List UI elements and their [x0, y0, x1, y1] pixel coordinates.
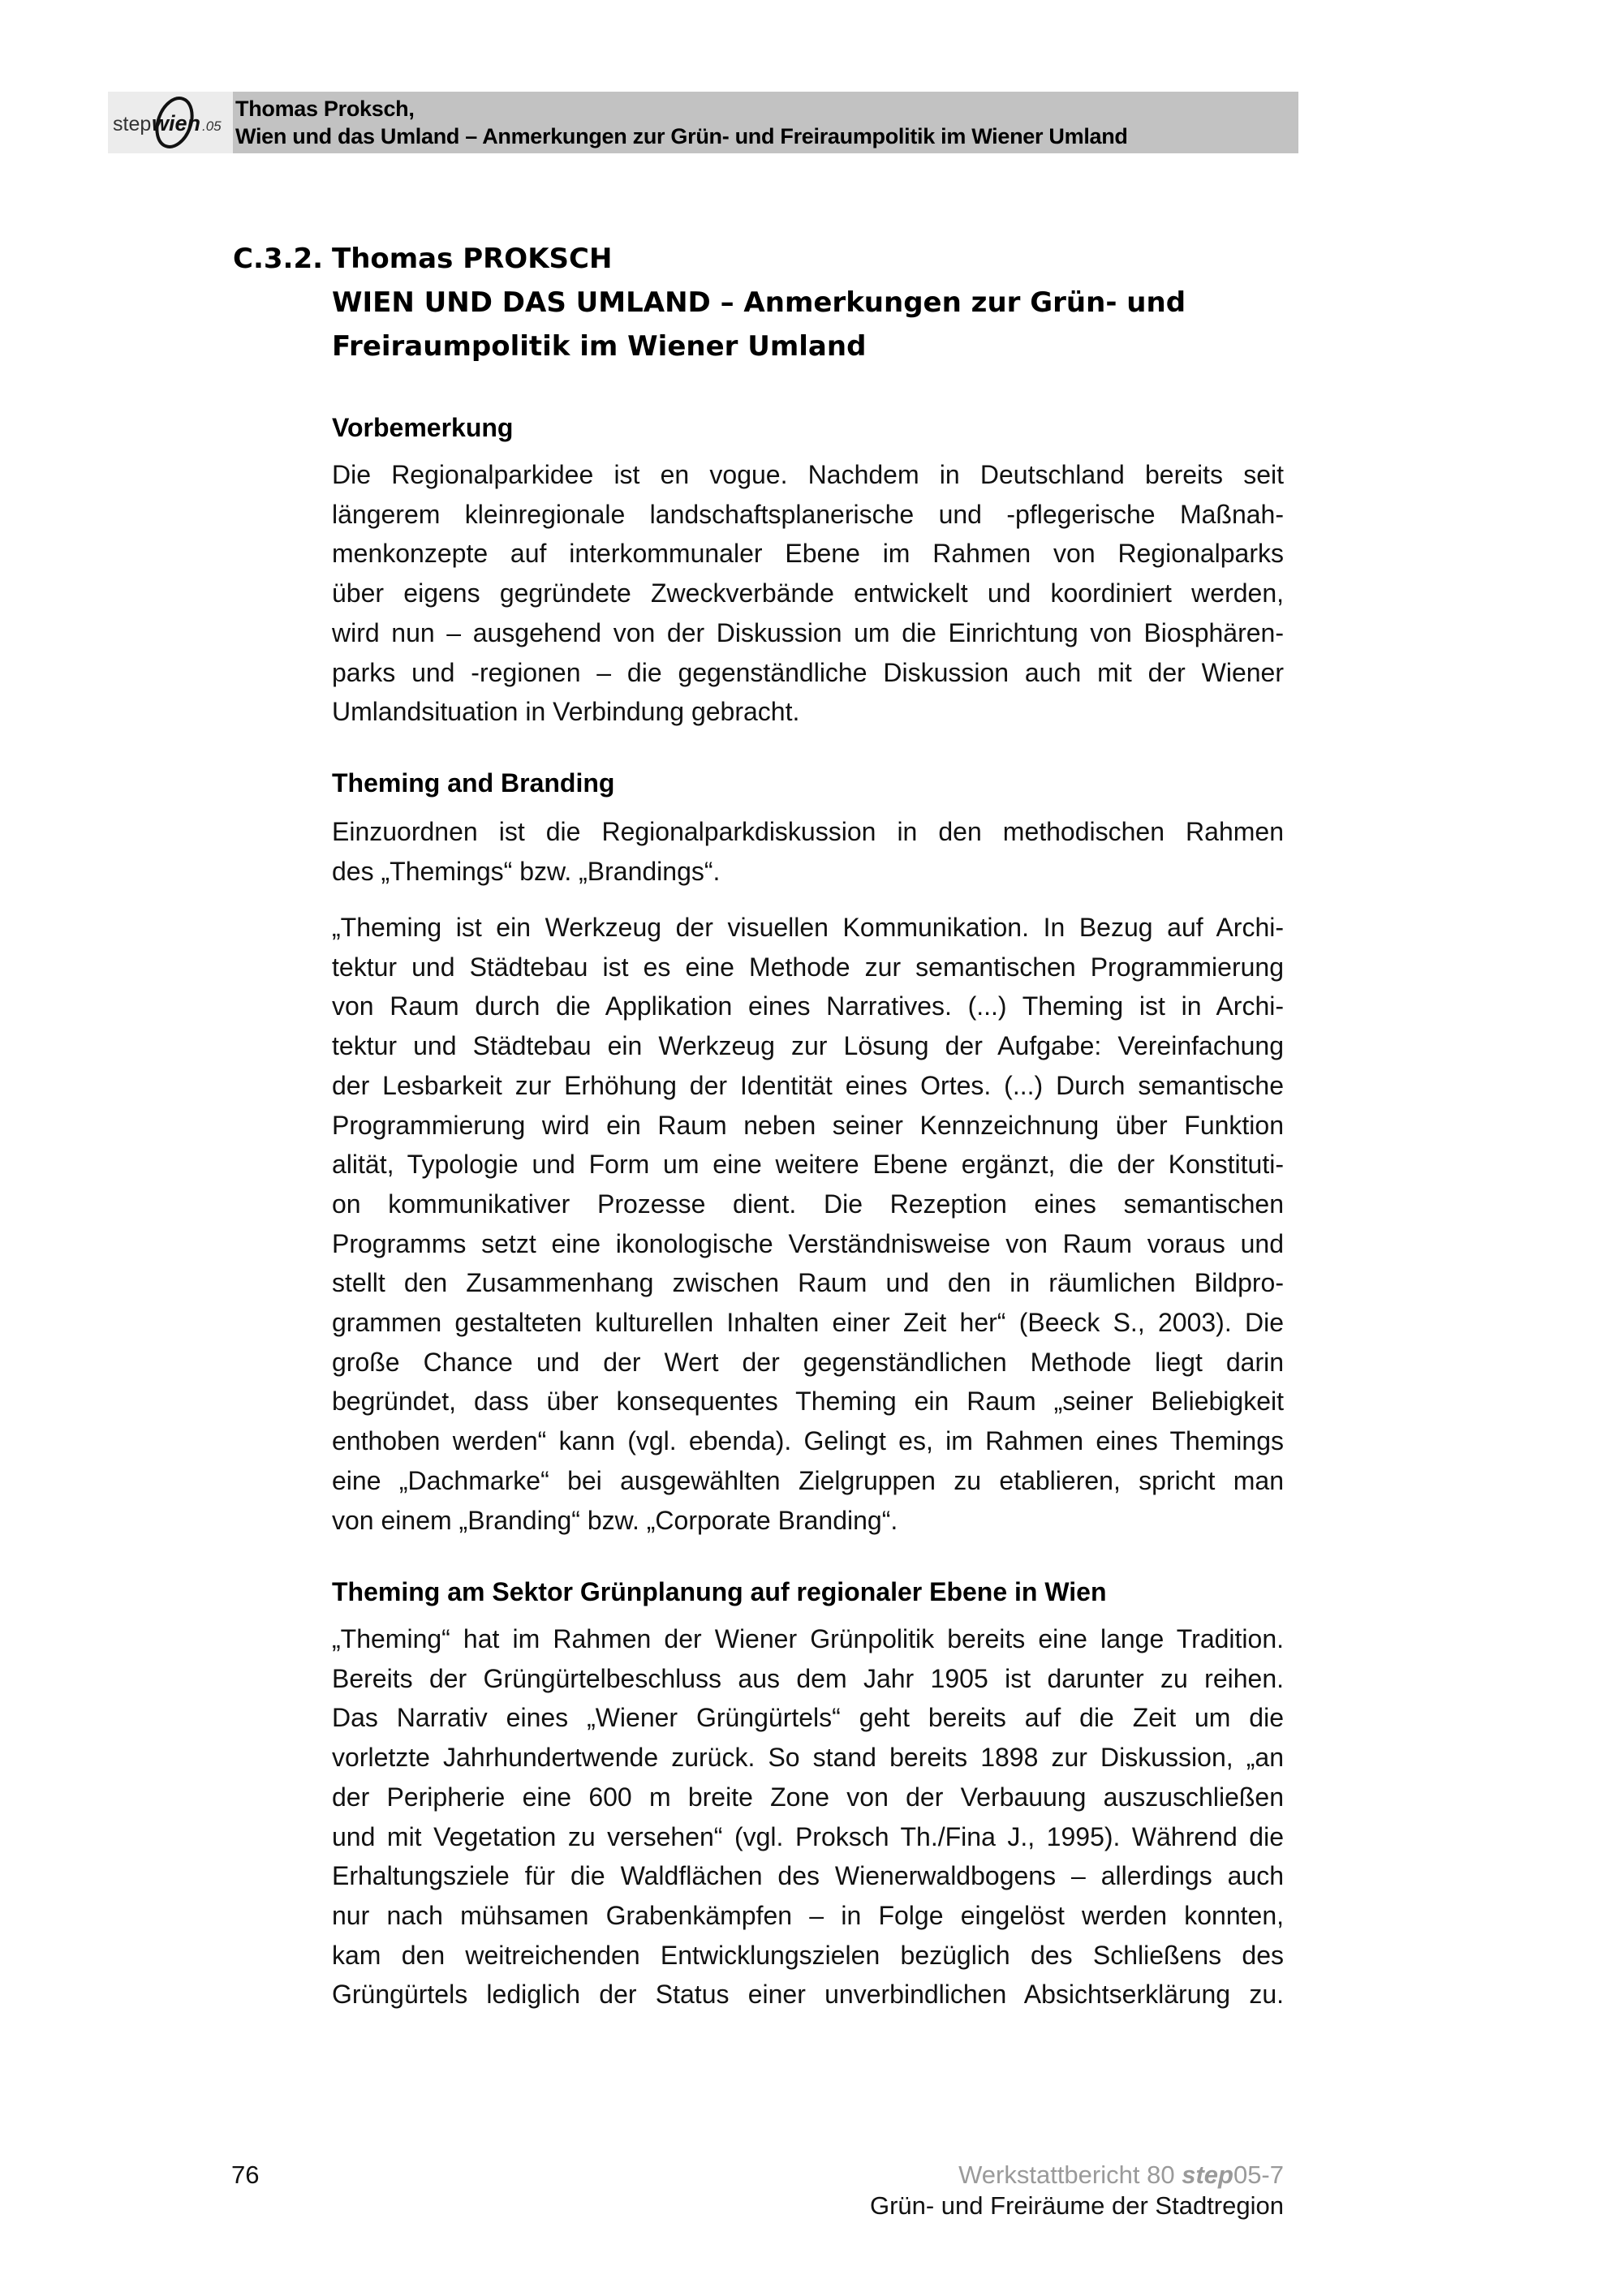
text-line: parks und -regionen – die gegenständliche Diskussion auch mit der Wiener	[332, 657, 1284, 687]
text-line: kam den weitreichenden Entwicklungszielen bezüglich des Schließens des	[332, 1940, 1284, 1970]
text-line: Umlandsituation in Verbindung gebracht.	[332, 697, 800, 727]
footer-subtitle: Grün- und Freiräume der Stadtregion	[869, 2191, 1284, 2220]
text-line: von einem „Branding“ bzw. „Corporate Branding“.	[332, 1505, 898, 1535]
text-line: längerem kleinregionale landschaftsplanerische und -pflegerische Maßnah-	[332, 499, 1284, 529]
logo-icon	[111, 95, 230, 150]
svg-text:wien: wien	[152, 111, 201, 135]
text-line: Bereits der Grüngürtelbeschluss aus dem Jahr 1905 ist darunter zu reihen.	[332, 1663, 1284, 1693]
title-line: WIEN UND DAS UMLAND – Anmerkungen zur Grün- und	[332, 286, 1186, 319]
header-author: Thomas Proksch,	[235, 97, 415, 121]
text-line: der Lesbarkeit zur Erhöhung der Identität eines Ortes. (...) Durch semantische	[332, 1070, 1284, 1100]
series-prefix: Werkstattbericht 80	[958, 2161, 1182, 2189]
text-line: Erhaltungsziele für die Waldflächen des Wienerwaldbogens – allerdings auch	[332, 1861, 1284, 1891]
text-line: der Peripherie eine 600 m breite Zone von der Verbauung auszuschließen	[332, 1782, 1284, 1812]
page-number: 76	[231, 2161, 260, 2189]
quote-paragraph	[332, 908, 1284, 1540]
series-suffix: 05-7	[1233, 2161, 1284, 2189]
text-line: und mit Vegetation zu versehen“ (vgl. Proksch Th./Fina J., 1995). Während die	[332, 1821, 1284, 1851]
text-line: begründet, dass über konsequentes Theming ein Raum „seiner Beliebigkeit	[332, 1387, 1284, 1417]
text-line: menkonzepte auf interkommunaler Ebene im Rahmen von Regionalparks	[332, 539, 1284, 569]
stepwien-logo	[108, 92, 233, 153]
series-brand: step	[1182, 2161, 1233, 2189]
title-line: Thomas PROKSCH	[332, 243, 613, 275]
text-line: tektur und Städtebau ein Werkzeug zur Lösung der Aufgabe: Vereinfachung	[332, 1031, 1284, 1061]
svg-text:.05: .05	[202, 118, 222, 134]
text-line: alität, Typologie und Form um eine weitere Ebene ergänzt, die der Konstituti-	[332, 1150, 1284, 1180]
text-line: on kommunikativer Prozesse dient. Die Rezeption eines semantischen	[332, 1189, 1284, 1219]
section-heading: Theming and Branding	[332, 768, 615, 798]
text-line: große Chance und der Wert der gegenständlichen Methode liegt darin	[332, 1347, 1284, 1377]
text-line: Das Narrativ eines „Wiener Grüngürtels“ geht bereits auf die Zeit um die	[332, 1703, 1284, 1733]
paragraph	[332, 455, 1284, 732]
text-line: Programms setzt eine ikonologische Verständnisweise von Raum voraus und	[332, 1228, 1284, 1258]
text-line: von Raum durch die Applikation eines Narratives. (...) Theming ist in Archi-	[332, 991, 1284, 1021]
chapter-number: C.3.2.	[233, 243, 324, 275]
text-line: „Theming“ hat im Rahmen der Wiener Grünpolitik bereits eine lange Tradition.	[332, 1624, 1284, 1653]
text-line: Grüngürtels lediglich der Status einer unverbindlichen Absichtserklärung zu.	[332, 1980, 1284, 2010]
text-line: stellt den Zusammenhang zwischen Raum und den in räumlichen Bildpro-	[332, 1268, 1284, 1298]
svg-text:step: step	[113, 113, 152, 135]
section-heading: Vorbemerkung	[332, 413, 514, 442]
header-title: Wien und das Umland – Anmerkungen zur Grün- und Freiraumpolitik im Wiener Umland	[235, 124, 1128, 148]
text-line: tektur und Städtebau ist es eine Methode zur semantischen Programmierung	[332, 952, 1284, 982]
text-line: Programmierung wird ein Raum neben seiner Kennzeichnung über Funktion	[332, 1110, 1284, 1140]
text-line: eine „Dachmarke“ bei ausgewählten Zielgruppen zu etablieren, spricht man	[332, 1465, 1284, 1495]
text-line: Die Regionalparkidee ist en vogue. Nachdem in Deutschland bereits seit	[332, 460, 1284, 489]
text-line: „Theming ist ein Werkzeug der visuellen Kommunikation. In Bezug auf Archi-	[332, 913, 1284, 942]
text-line: wird nun – ausgehend von der Diskussion um die Einrichtung von Biosphären-	[332, 617, 1284, 647]
footer-series	[958, 2160, 1284, 2191]
text-line: nur nach mühsamen Grabenkämpfen – in Folge eingelöst werden konnten,	[332, 1900, 1284, 1930]
text-line: über eigens gegründete Zweckverbände entwickelt und koordiniert werden,	[332, 578, 1284, 608]
text-line: vorletzte Jahrhundertwende zurück. So stand bereits 1898 zur Diskussion, „an	[332, 1743, 1284, 1773]
text-line: grammen gestalteten kulturellen Inhalten einer Zeit her“ (Beeck S., 2003). Die	[332, 1308, 1284, 1338]
text-line: des „Themings“ bzw. „Brandings“.	[332, 856, 721, 886]
paragraph	[332, 1619, 1284, 2014]
text-line: Einzuordnen ist die Regionalparkdiskussion in den methodischen Rahmen	[332, 817, 1284, 846]
title-line: Freiraumpolitik im Wiener Umland	[332, 330, 867, 363]
section-heading: Theming am Sektor Grünplanung auf regionaler Ebene in Wien	[332, 1577, 1107, 1606]
paragraph	[332, 812, 1284, 891]
running-header	[108, 92, 1298, 153]
text-line: enthoben werden“ kann (vgl. ebenda). Gelingt es, im Rahmen eines Themings	[332, 1426, 1284, 1456]
